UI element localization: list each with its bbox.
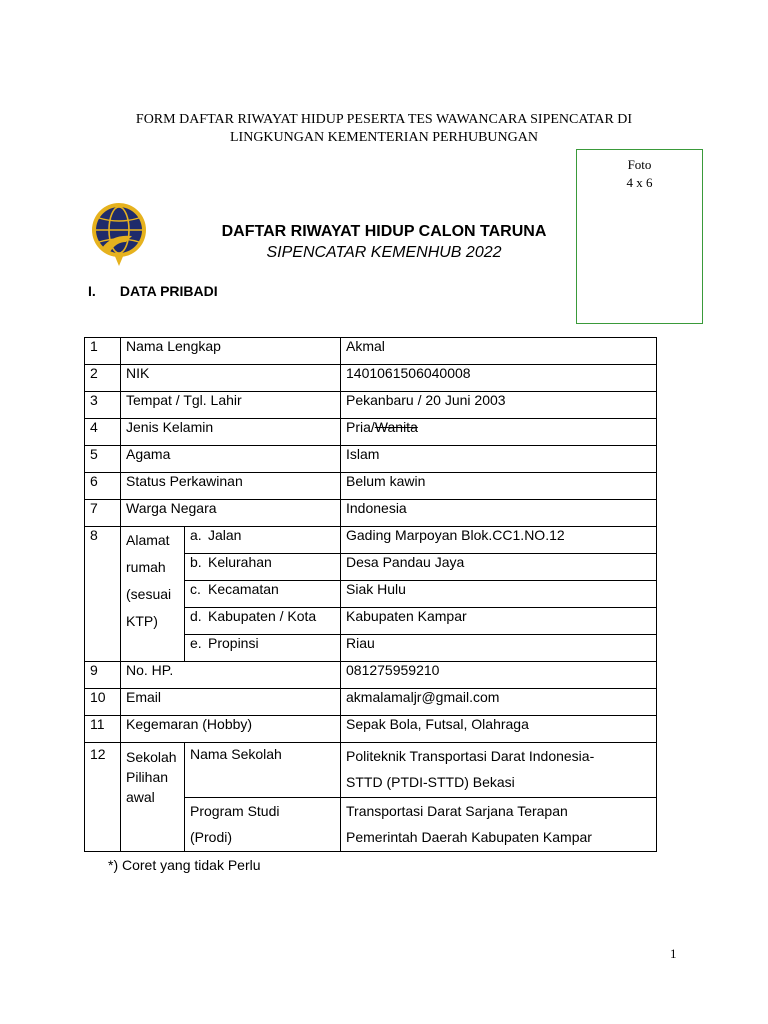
row-value: 1401061506040008 — [341, 365, 657, 392]
prodi-label-line: Program Studi — [190, 803, 280, 819]
school-label-line: Pilihan — [126, 769, 169, 785]
row-label: Jenis Kelamin — [121, 419, 341, 446]
page-number: 1 — [670, 946, 677, 961]
row-value: 081275959210 — [341, 662, 657, 689]
address-sub-label — [185, 608, 341, 635]
personal-data-table — [84, 337, 657, 852]
photo-label: Foto — [627, 157, 652, 172]
row-value: Islam — [341, 446, 657, 473]
row-number: 11 — [85, 716, 121, 743]
row-value: Sepak Bola, Futsal, Olahraga — [341, 716, 657, 743]
row-label: Kegemaran (Hobby) — [121, 716, 341, 743]
table-row — [85, 527, 657, 554]
kemenhub-logo-icon — [88, 196, 150, 268]
row-label: NIK — [121, 365, 341, 392]
row-value: Belum kawin — [341, 473, 657, 500]
prodi-value-line: Transportasi Darat Sarjana Terapan — [346, 803, 568, 819]
gender-struck: Wanita — [374, 419, 418, 435]
prodi-value-line: Pemerintah Daerah Kabupaten Kampar — [346, 829, 592, 845]
row-number: 12 — [85, 743, 121, 852]
address-label — [121, 527, 185, 662]
row-value: Riau — [341, 635, 657, 662]
row-number: 6 — [85, 473, 121, 500]
school-name-value — [341, 743, 657, 798]
prodi-value — [341, 798, 657, 852]
address-label-line: KTP) — [126, 613, 158, 629]
table-row — [85, 716, 657, 743]
form-header-line-1: FORM DAFTAR RIWAYAT HIDUP PESERTA TES WAWANCARA SIPENCATAR DI — [135, 112, 633, 127]
table-row — [85, 500, 657, 527]
address-item-key: b. — [190, 554, 202, 570]
row-label: Nama Lengkap — [121, 338, 341, 365]
row-number: 5 — [85, 446, 121, 473]
table-row — [85, 473, 657, 500]
row-value: Gading Marpoyan Blok.CC1.NO.12 — [341, 527, 657, 554]
section-heading — [88, 283, 218, 299]
address-sub-label — [185, 554, 341, 581]
row-label: Email — [121, 689, 341, 716]
row-number: 9 — [85, 662, 121, 689]
row-value — [341, 419, 657, 446]
document-subtitle: SIPENCATAR KEMENHUB 2022 — [266, 244, 502, 261]
address-item-label: Jalan — [208, 527, 242, 543]
table-row — [85, 338, 657, 365]
row-label: Status Perkawinan — [121, 473, 341, 500]
footnote: *) Coret yang tidak Perlu — [108, 857, 261, 873]
school-name-line: Politeknik Transportasi Darat Indonesia- — [346, 748, 595, 764]
school-label — [121, 743, 185, 852]
row-value: Desa Pandau Jaya — [341, 554, 657, 581]
address-label-line: Alamat — [126, 532, 170, 548]
table-row — [85, 743, 657, 798]
address-sub-label — [185, 635, 341, 662]
table-row — [85, 419, 657, 446]
table-row — [85, 446, 657, 473]
row-number: 4 — [85, 419, 121, 446]
row-value: akmalamaljr@gmail.com — [341, 689, 657, 716]
gender-selected: Pria/ — [346, 419, 375, 435]
address-label-line: rumah — [126, 559, 166, 575]
row-label: No. HP. — [121, 662, 341, 689]
section-label: DATA PRIBADI — [119, 283, 218, 299]
school-label-line: Sekolah — [126, 749, 177, 765]
address-item-label: Propinsi — [208, 635, 259, 651]
address-sub-label — [185, 527, 341, 554]
row-value: Akmal — [341, 338, 657, 365]
address-item-key: c. — [190, 581, 201, 597]
address-item-key: e. — [190, 635, 202, 651]
table-row — [85, 689, 657, 716]
prodi-label — [185, 798, 341, 852]
address-item-label: Kecamatan — [208, 581, 279, 597]
address-item-key: d. — [190, 608, 202, 624]
table-row — [85, 392, 657, 419]
photo-size: 4 x 6 — [626, 175, 653, 190]
row-label: Warga Negara — [121, 500, 341, 527]
school-name-line: STTD (PTDI-STTD) Bekasi — [346, 774, 515, 790]
form-header-line-2: LINGKUNGAN KEMENTERIAN PERHUBUNGAN — [230, 130, 538, 145]
prodi-label-line: (Prodi) — [190, 829, 233, 845]
address-item-label: Kelurahan — [208, 554, 272, 570]
school-name-label: Nama Sekolah — [185, 743, 341, 798]
address-sub-label — [185, 581, 341, 608]
row-number: 1 — [85, 338, 121, 365]
school-label-line: awal — [126, 789, 155, 805]
row-number: 8 — [85, 527, 121, 662]
row-value: Indonesia — [341, 500, 657, 527]
address-label-line: (sesuai — [126, 586, 172, 602]
document-title: DAFTAR RIWAYAT HIDUP CALON TARUNA — [221, 223, 547, 240]
row-value: Pekanbaru / 20 Juni 2003 — [341, 392, 657, 419]
address-item-key: a. — [190, 527, 202, 543]
row-label: Tempat / Tgl. Lahir — [121, 392, 341, 419]
row-value: Kabupaten Kampar — [341, 608, 657, 635]
row-number: 2 — [85, 365, 121, 392]
row-number: 3 — [85, 392, 121, 419]
section-number: I. — [88, 283, 96, 299]
row-value: Siak Hulu — [341, 581, 657, 608]
table-row — [85, 365, 657, 392]
address-item-label: Kabupaten / Kota — [208, 608, 317, 624]
row-label: Agama — [121, 446, 341, 473]
row-number: 7 — [85, 500, 121, 527]
row-number: 10 — [85, 689, 121, 716]
table-row — [85, 662, 657, 689]
